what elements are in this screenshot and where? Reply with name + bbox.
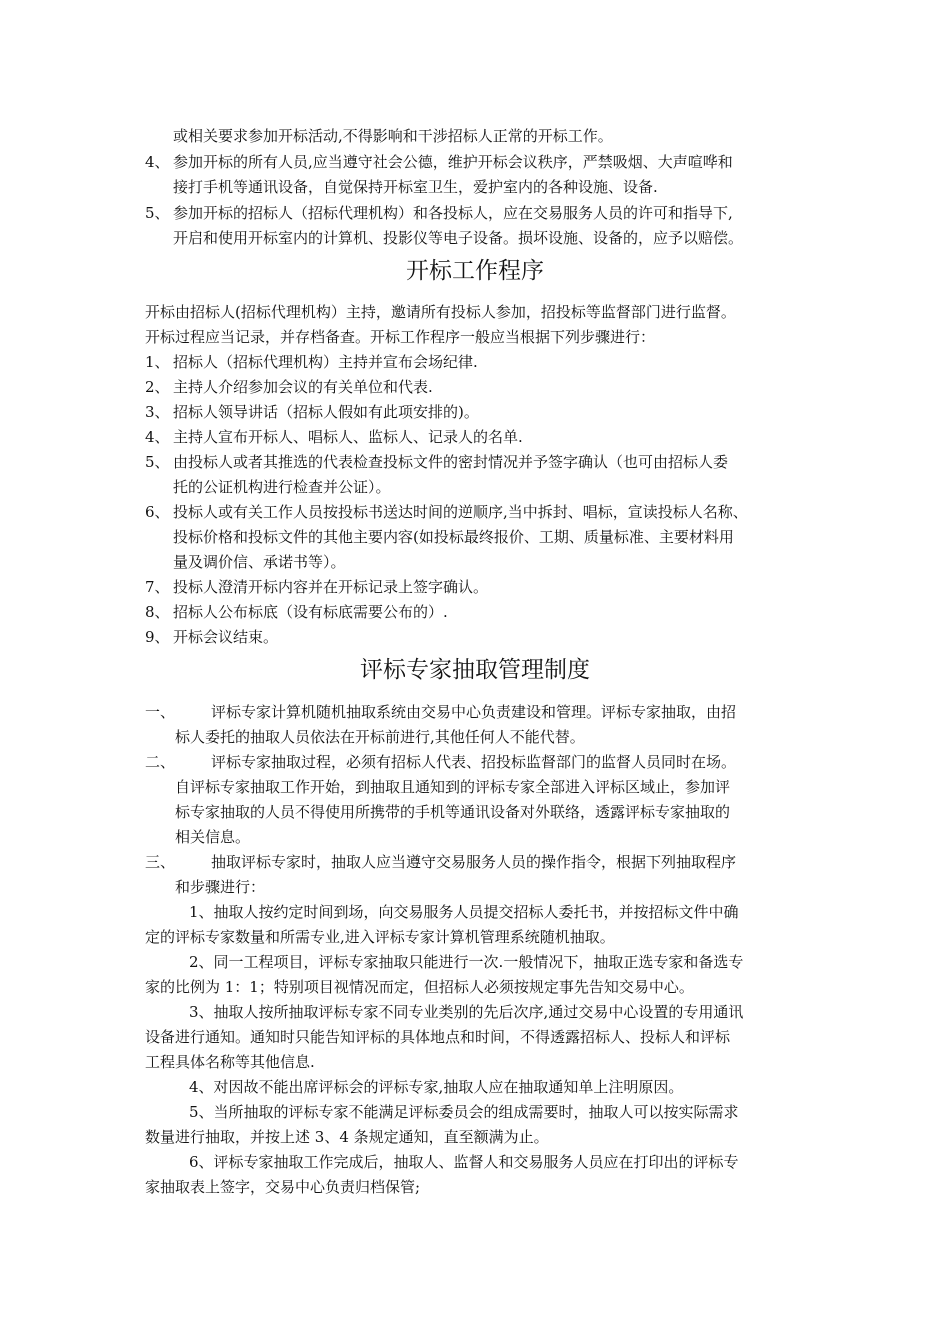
paragraph-line: 设备进行通知。通知时只能告知评标的具体地点和时间，不得透露招标人、投标人和评标	[145, 1028, 731, 1046]
list-item-line: 托的公证机构进行检查并公证）。	[173, 478, 391, 496]
list-number: 2、	[145, 378, 170, 396]
list-item-line: 量及调价信、承诺书等）。	[173, 553, 346, 571]
list-item-line: 评标专家计算机随机抽取系统由交易中心负责建设和管理。评标专家抽取，由招	[211, 703, 737, 721]
paragraph-line: 开标由招标人(招标代理机构）主持，邀请所有投标人参加，招投标等监督部门进行监督。	[145, 303, 736, 321]
section-title-procedure: 开标工作程序	[406, 258, 544, 284]
list-item-line: 评标专家抽取过程，必须有招标人代表、招投标监督部门的监督人员同时在场。	[211, 753, 737, 771]
list-item-line: 抽取评标专家时，抽取人应当遵守交易服务人员的操作指令，根据下列抽取程序	[211, 853, 737, 871]
list-item-line: 投标人澄清开标内容并在开标记录上签字确认。	[173, 578, 489, 596]
list-item-line: 招标人公布标底（设有标底需要公布的）.	[173, 603, 448, 621]
list-item-line: 由投标人或者其推选的代表检查投标文件的密封情况并予签字确认（也可由招标人委	[173, 453, 729, 471]
list-number: 1、	[145, 353, 170, 371]
list-item-line: 投标价格和投标文件的其他主要内容(如投标最终报价、工期、质量标准、主要材料用	[173, 528, 734, 546]
list-item-line: 相关信息。	[175, 828, 251, 846]
paragraph-line: 4、对因故不能出席评标会的评标专家,抽取人应在抽取通知单上注明原因。	[189, 1078, 684, 1096]
list-item-line: 主持人介绍参加会议的有关单位和代表.	[173, 378, 433, 396]
paragraph-line: 3、抽取人按所抽取评标专家不同专业类别的先后次序,通过交易中心设置的专用通讯	[189, 1003, 744, 1021]
list-number: 8、	[145, 603, 170, 621]
list-number: 7、	[145, 578, 170, 596]
paragraph-line: 2、同一工程项目，评标专家抽取只能进行一次.一般情况下，抽取正选专家和备选专	[189, 953, 744, 971]
paragraph-line: 家抽取表上签字，交易中心负责归档保管;	[145, 1178, 421, 1196]
list-number: 4、	[145, 153, 170, 171]
list-number: 二、	[145, 753, 176, 771]
paragraph-line: 或相关要求参加开标活动,不得影响和干涉招标人正常的开标工作。	[173, 127, 613, 145]
list-item-line: 主持人宣布开标人、唱标人、监标人、记录人的名单.	[173, 428, 523, 446]
list-item-line: 参加开标的所有人员,应当遵守社会公德，维护开标会议秩序，严禁吸烟、大声喧哗和	[173, 153, 733, 171]
list-item-line: 自评标专家抽取工作开始，到抽取且通知到的评标专家全部进入评标区域止，参加评	[175, 778, 731, 796]
paragraph-line: 1、抽取人按约定时间到场，向交易服务人员提交招标人委托书，并按招标文件中确	[189, 903, 739, 921]
list-number: 一、	[145, 703, 176, 721]
list-item-line: 标人委托的抽取人员依法在开标前进行,其他任何人不能代替。	[175, 728, 585, 746]
list-item-line: 开标会议结束。	[173, 628, 279, 646]
paragraph-line: 开标过程应当记录，并存档备查。开标工作程序一般应当根据下列步骤进行：	[145, 328, 656, 346]
paragraph-line: 工程具体名称等其他信息.	[145, 1053, 315, 1071]
paragraph-line: 6、评标专家抽取工作完成后，抽取人、监督人和交易服务人员应在打印出的评标专	[189, 1153, 739, 1171]
paragraph-line: 家的比例为 1：1；特别项目视情况而定，但招标人必须按规定事先告知交易中心。	[145, 978, 694, 996]
list-item-line: 接打手机等通讯设备，自觉保持开标室卫生，爱护室内的各种设施、设备.	[173, 178, 658, 196]
list-item-line: 开启和使用开标室内的计算机、投影仪等电子设备。损坏设施、设备的，应予以赔偿。	[173, 229, 744, 247]
list-item-line: 标专家抽取的人员不得使用所携带的手机等通讯设备对外联络，透露评标专家抽取的	[175, 803, 731, 821]
list-item-line: 投标人或有关工作人员按投标书送达时间的逆顺序,当中拆封、唱标，宣读投标人名称、	[173, 503, 748, 521]
paragraph-line: 数量进行抽取，并按上述 3、4 条规定通知，直至额满为止。	[145, 1128, 549, 1146]
paragraph-line: 定的评标专家数量和所需专业,进入评标专家计算机管理系统随机抽取。	[145, 928, 615, 946]
list-number: 4、	[145, 428, 170, 446]
list-number: 9、	[145, 628, 170, 646]
list-number: 5、	[145, 453, 170, 471]
list-number: 三、	[145, 853, 176, 871]
list-number: 5、	[145, 204, 170, 222]
paragraph-line: 5、当所抽取的评标专家不能满足评标委员会的组成需要时，抽取人可以按实际需求	[189, 1103, 739, 1121]
list-item-line: 招标人领导讲话（招标人假如有此项安排的)。	[173, 403, 479, 421]
list-item-line: 参加开标的招标人（招标代理机构）和各投标人，应在交易服务人员的许可和指导下,	[173, 204, 733, 222]
section-title-expert: 评标专家抽取管理制度	[360, 657, 590, 683]
list-item-line: 和步骤进行：	[175, 878, 266, 896]
list-number: 6、	[145, 503, 170, 521]
list-number: 3、	[145, 403, 170, 421]
list-item-line: 招标人（招标代理机构）主持并宣布会场纪律.	[173, 353, 478, 371]
